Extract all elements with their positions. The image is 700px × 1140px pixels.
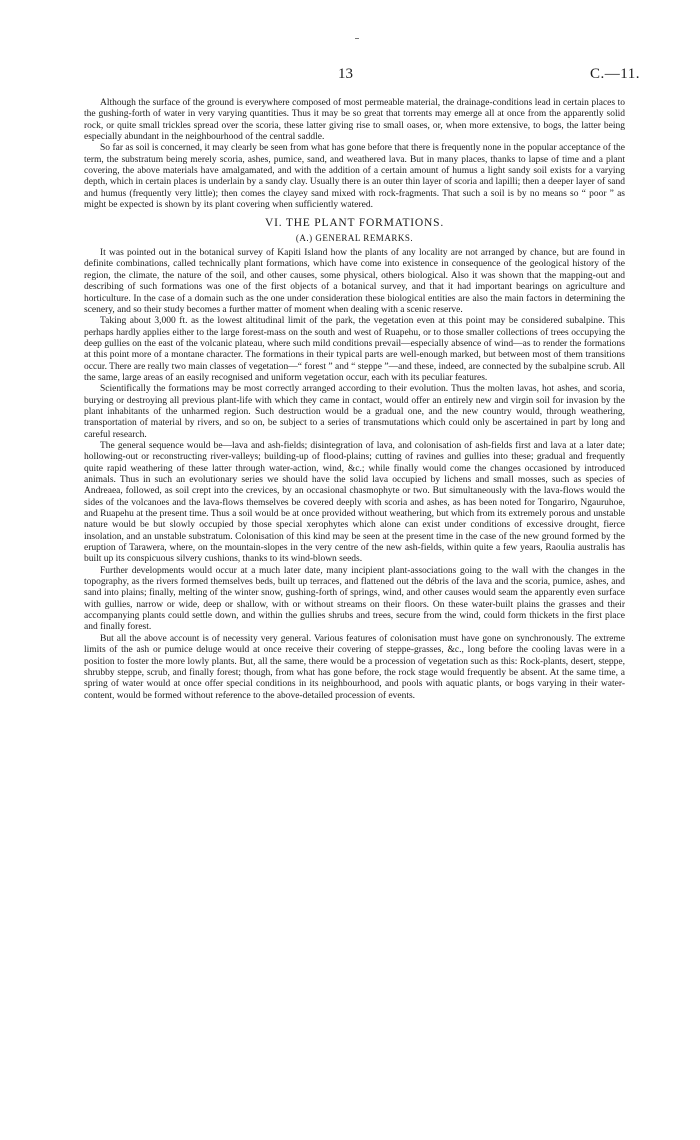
page-number: 13 [338,66,353,82]
paragraph-altitude: Taking about 3,000 ft. as the lowest altitudinal limit of the park, the vegetation even at this point may be considered subalpine. This perhaps hardly applies either to the large forest-mass on the south and west of Ruapehu, or to those smaller collections of trees occupying the deep gullies on the east of the volcanic plateau, where such mild conditions prevail—especially absence of wind—as to render the formations at this point more of a montane character. The formations in their typical parts are well-enough marked, but between most of them transitions occur. There are really two main classes of vegetation—“ forest ” and “ steppe ”—and these, indeed, are connected by the subalpine scrub. All the same, large areas of an easily recognised and uniform vegetation occur, each with its peculiar features. [84,316,625,383]
page-header [0,66,700,86]
paragraph-drainage: Although the surface of the ground is everywhere composed of most permeable material, the drainage-conditions lead in certain places to the gushing-forth of water in very varying quantities. Thus it may be so great that torrents may emerge all at once from the apparently solid rock, or quite small trickles spread over the scoria, these latter giving rise to small oases, or, when more extensive, to bogs, the latter being especially abundant in the neighbourhood of the central saddle. [84,98,625,143]
section-title: VI. THE PLANT FORMATIONS. [265,217,444,230]
paragraph-formations-intro: It was pointed out in the botanical survey of Kapiti Island how the plants of any locality are not arranged by chance, but are found in definite combinations, called technically plant formations, which have come into existence in consequence of the geological history of the region, the climate, the nature of the soil, and other causes, some physical, others biological. Also it was shown that the mapping-out and describing of such formations was one of the first objects of a botanical survey, and that it had important bearings on agriculture and horticulture. In the case of a domain such as the one under consideration these biological entities are also the main factors in determining the scenery, and so their study becomes a further matter of moment when dealing with a scenic reserve. [84,248,625,315]
paragraph-soil: So far as soil is concerned, it may clearly be seen from what has gone before that there is frequently none in the popular acceptance of the term, the substratum being merely scoria, ashes, pumice, sand, and weathered lava. But in many places, thanks to lapse of time and a plant covering, the above materials have amalgamated, and with the addition of a certain amount of humus a light sandy soil exists for a varying depth, which in certain places is underlain by a sandy clay. Usually there is an outer thin layer of scoria and lapilli; then a deeper layer of sand and humus (frequently very little); then comes the clayey sand mixed with rock-fragments. That such a soil is by no means so “ poor ” as might be expected is shown by its plant covering when sufficiently watered. [84,143,625,211]
subsection-title: (A.) GENERAL REMARKS. [295,232,414,243]
paragraph-developments: Further developments would occur at a much later date, many incipient plant-associations going to the wall with the changes in the topography, as the rivers formed themselves beds, built up terraces, and flattened out the débris of the lava and the scoria, pumice, ashes, and sand into plains; finally, melting of the winter snow, gushing-forth of springs, wind, and other causes would seam the apparently even surface with gullies, narrow or wide, deep or shallow, with or without streams on their floors. On these water-built plains the grasses and their accompanying plants could settle down, and within the gullies shrubs and trees, secure from the wind, could form thickets in the first place and finally forest. [84,565,625,633]
print-speck [355,38,359,39]
paragraph-evolution: Scientifically the formations may be most correctly arranged according to their evolution. Thus the molten lavas, hot ashes, and scoria, burying or destroying all previous plant-life with which they came in contact, would offer an entirely new and virgin soil for invasion by the plant inhabitants of the unharmed region. Such destruction would be a gradual one, and the new country would, through weathering, transportation of material by rivers, and so on, be subject to a series of transmutations which could only be ascertained in part by long and careful research. [84,384,625,440]
body-text [84,98,625,702]
paragraph-sequence: The general sequence would be—lava and ash-fields; disintegration of lava, and colonisation of ash-fields first and lava at a later date; hollowing-out or reconstructing river-valleys; building-up of flood-plains; cutting of ravines and gullies into these; gradual and frequently quite rapid weathering of these latter through water-action, wind, &c.; while finally would come the changes occasioned by introduced animals. Thus in such an evolutionary series we should have the solid lava occupied by lichens and small mosses, such as species of Andreaea, followed, as soil crept into the crevices, by an occasional chasmophyte or two. But simultaneously with the lava-flows would the sides of the volcanoes and the lava-flows themselves be covered deeply with scoria and ashes, as has been noted for Tongariro, Ngauruhoe, and Ruapehu at the present time. Thus a soil would be at once provided without weathering, but which from its extremely porous and unstable nature would be but slowly occupied by those special xerophytes which alone can exist under conditions of excessive drought, fierce insolation, and an unstable substratum. Colonisation of this kind may be seen at the present time in the case of the new ground formed by the eruption of Tarawera, where, on the mountain-slopes in the very centre of the new ash-fields, within quite a few years, Raoulia australis has built up its conspicuous silvery cushions, thanks to its wind-blown seeds. [84,440,625,565]
series-reference: C.—11. [590,66,640,82]
paragraph-synchronous: But all the above account is of necessity very general. Various features of colonisation must have gone on synchronously. The extreme limits of the ash or pumice deluge would at once receive their covering of steppe-grasses, &c., long before the cooling lavas were in a position to foster the more lowly plants. But, all the same, there would be a procession of vegetation such as this: Rock-plants, desert, steppe, shrubby steppe, scrub, and finally forest; though, from what has gone before, the rock stage would frequently be absent. At the same time, a spring of water would at once offer special conditions in its neighbourhood, and pools with aquatic plants, or bogs varying in their water-content, would be formed without reference to the above-detailed procession of events. [84,633,625,701]
